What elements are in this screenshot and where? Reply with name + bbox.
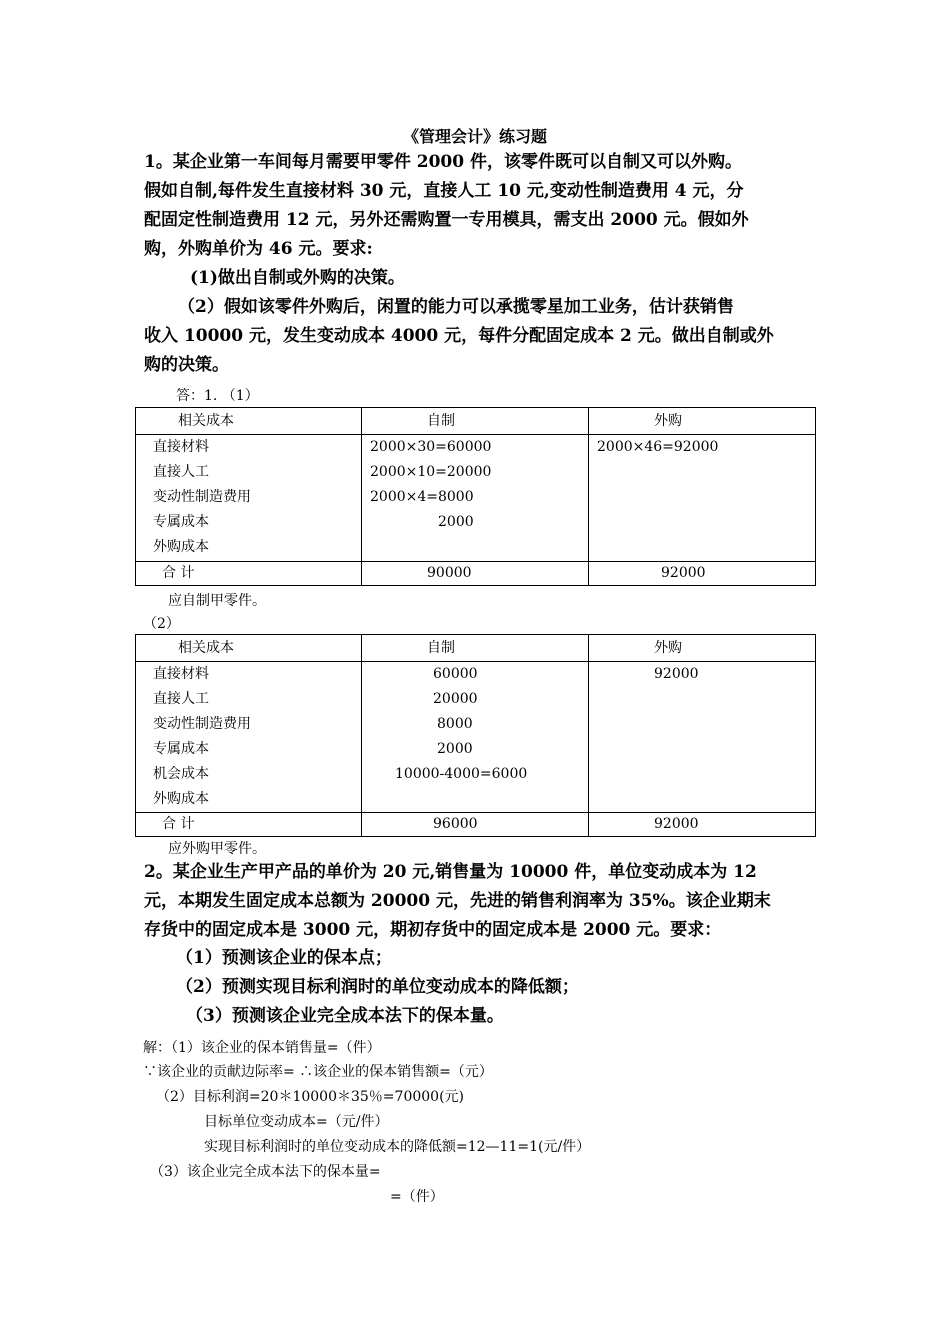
part-2-label: （2） (143, 616, 180, 632)
solution-line-6: （3）该企业完全成本法下的保本量= (150, 1164, 381, 1180)
q2-requirement-2: （2）预测实现目标利润时的单位变动成本的降低额； (176, 977, 579, 997)
total-self: 96000 (362, 813, 589, 837)
q1-requirement-1: (1)做出自制或外购的决策。 (190, 268, 405, 288)
cost-table-1 (135, 407, 816, 586)
self-column (362, 435, 589, 562)
buy-column (589, 662, 816, 813)
total-label: 合 计 (136, 813, 362, 837)
item-label: 外购成本 (153, 791, 209, 807)
answer-label: 答：1. （1） (176, 388, 259, 404)
item-column (136, 662, 362, 813)
self-value (370, 535, 588, 560)
q1-req2-line: 购的决策。 (144, 355, 229, 375)
table-total-row (136, 562, 816, 586)
q1-req2-line: 收入 10000 元，发生变动成本 4000 元，每件分配固定成本 2 元。做出自制或外 (144, 326, 774, 346)
item-label: 外购成本 (153, 539, 209, 555)
table-body-row (136, 435, 816, 562)
self-value: 60000 (433, 666, 478, 682)
conclusion-1: 应自制甲零件。 (168, 593, 266, 609)
self-value: 2000 (438, 514, 474, 530)
solution-line-1: 解：（1）该企业的保本销售量=（件） (143, 1040, 381, 1056)
buy-value: 2000×46=92000 (597, 439, 719, 455)
header-cell: 自制 (362, 408, 589, 435)
solution-line-7: =（件） (390, 1189, 444, 1205)
q1-line: 假如自制,每件发生直接材料 30 元，直接人工 10 元,变动性制造费用 4 元，分 (144, 181, 744, 201)
total-buy: 92000 (589, 813, 816, 837)
item-label: 直接人工 (153, 691, 209, 707)
header-cell: 外购 (589, 408, 816, 435)
table-total-row (136, 813, 816, 837)
self-value (362, 787, 588, 812)
item-label: 直接材料 (153, 666, 209, 682)
item-label: 专属成本 (153, 514, 209, 530)
conclusion-2: 应外购甲零件。 (168, 841, 266, 857)
solution-line-3: （2）目标利润=20＊10000＊35％=70000(元) (156, 1089, 464, 1105)
q2-line: 存货中的固定成本是 3000 元，期初存货中的固定成本是 2000 元。要求： (144, 920, 722, 940)
total-label: 合 计 (136, 562, 362, 586)
self-value: 10000-4000=6000 (395, 766, 528, 782)
q1-req2-line: （2）假如该零件外购后，闲置的能力可以承揽零星加工业务，估计获销售 (178, 297, 734, 317)
cost-table-2 (135, 634, 816, 837)
item-label: 直接材料 (153, 439, 209, 455)
q1-requirement-2 (144, 293, 774, 380)
item-label: 变动性制造费用 (153, 716, 251, 732)
item-label: 机会成本 (153, 766, 209, 782)
item-label: 变动性制造费用 (153, 489, 251, 505)
table-body-row (136, 662, 816, 813)
buy-column (589, 435, 816, 562)
self-value: 2000×30=60000 (370, 439, 492, 455)
total-self: 90000 (362, 562, 589, 586)
item-label: 直接人工 (153, 464, 209, 480)
header-cell: 相关成本 (136, 635, 362, 662)
q2-line: 2。某企业生产甲产品的单价为 20 元,销售量为 10000 件，单位变动成本为 12 (144, 862, 757, 882)
table-header-row (136, 408, 816, 435)
solution-line-4: 目标单位变动成本=（元/件） (204, 1114, 389, 1130)
q1-text (144, 148, 749, 264)
q1-line: 配固定性制造费用 12 元，另外还需购置一专用模具，需支出 2000 元。假如外 (144, 210, 749, 230)
page-title: 《管理会计》练习题 (402, 127, 547, 146)
q2-text (144, 858, 771, 945)
q1-line: 购，外购单价为 46 元。要求: (144, 239, 373, 259)
header-cell: 相关成本 (136, 408, 362, 435)
q2-line: 元，本期发生固定成本总额为 20000 元，先进的销售利润率为 35%。该企业期末 (144, 891, 771, 911)
self-value: 2000×4=8000 (370, 489, 474, 505)
table-header-row (136, 635, 816, 662)
item-label: 专属成本 (153, 741, 209, 757)
self-column (362, 662, 589, 813)
self-value: 20000 (433, 691, 478, 707)
solution-line-2: ∵该企业的贡献边际率= ∴该企业的保本销售额=（元） (143, 1064, 493, 1080)
q1-line: 1。某企业第一车间每月需要甲零件 2000 件，该零件既可以自制又可以外购。 (144, 152, 742, 172)
self-value: 8000 (437, 716, 473, 732)
self-value: 2000×10=20000 (370, 464, 492, 480)
total-buy: 92000 (589, 562, 816, 586)
q2-requirement-3: （3）预测该企业完全成本法下的保本量。 (186, 1006, 504, 1026)
self-value: 2000 (437, 741, 473, 757)
header-cell: 自制 (362, 635, 589, 662)
header-cell: 外购 (589, 635, 816, 662)
buy-value: 92000 (654, 666, 699, 682)
item-column (136, 435, 362, 562)
q2-requirement-1: （1）预测该企业的保本点； (176, 948, 392, 968)
solution-line-5: 实现目标利润时的单位变动成本的降低额=12—11=1(元/件） (204, 1139, 591, 1155)
